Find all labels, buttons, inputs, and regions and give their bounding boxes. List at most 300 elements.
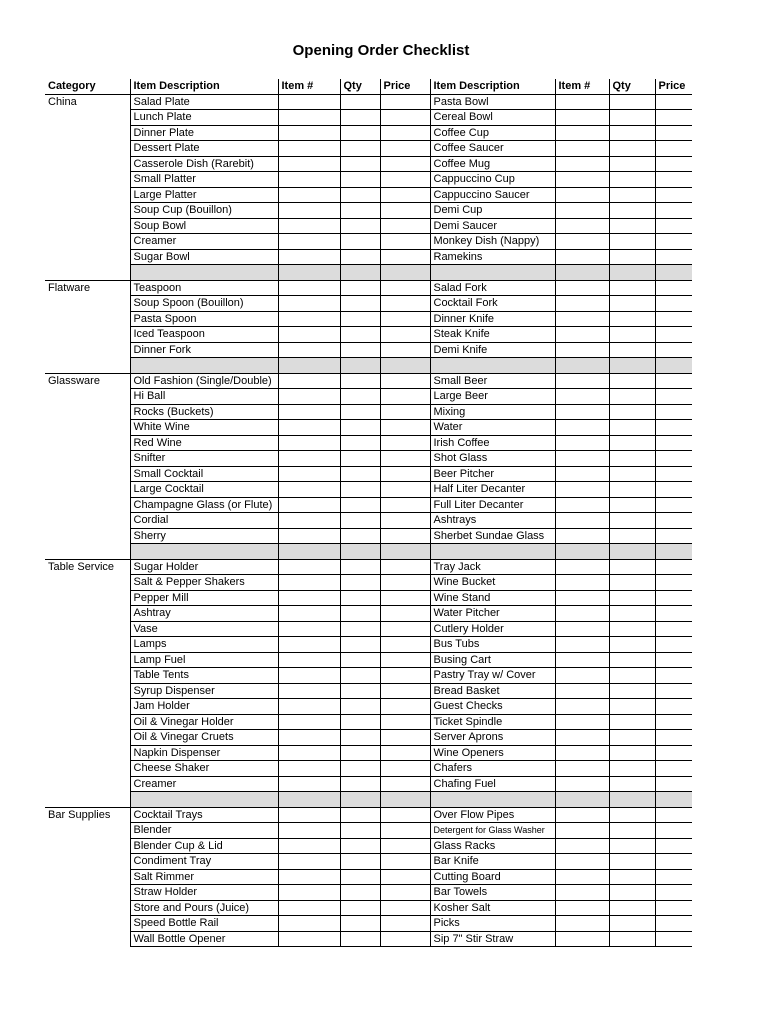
item-number-cell[interactable] xyxy=(278,683,340,699)
price-cell[interactable] xyxy=(655,606,692,622)
item-number-cell[interactable] xyxy=(278,916,340,932)
price-cell[interactable] xyxy=(655,482,692,498)
item-number-cell[interactable] xyxy=(555,125,609,141)
qty-cell[interactable] xyxy=(340,420,380,436)
price-cell[interactable] xyxy=(655,110,692,126)
price-cell[interactable] xyxy=(380,94,430,110)
qty-cell[interactable] xyxy=(340,714,380,730)
qty-cell[interactable] xyxy=(340,125,380,141)
qty-cell[interactable] xyxy=(609,900,655,916)
price-cell[interactable] xyxy=(655,497,692,513)
item-number-cell[interactable] xyxy=(555,637,609,653)
qty-cell[interactable] xyxy=(340,776,380,792)
item-number-cell[interactable] xyxy=(278,327,340,343)
price-cell[interactable] xyxy=(655,931,692,947)
price-cell[interactable] xyxy=(655,435,692,451)
price-cell[interactable] xyxy=(655,823,692,839)
price-cell[interactable] xyxy=(380,559,430,575)
price-cell[interactable] xyxy=(380,528,430,544)
qty-cell[interactable] xyxy=(340,466,380,482)
price-cell[interactable] xyxy=(655,885,692,901)
item-number-cell[interactable] xyxy=(278,172,340,188)
item-number-cell[interactable] xyxy=(555,730,609,746)
price-cell[interactable] xyxy=(380,575,430,591)
price-cell[interactable] xyxy=(380,652,430,668)
price-cell[interactable] xyxy=(655,420,692,436)
qty-cell[interactable] xyxy=(609,668,655,684)
item-number-cell[interactable] xyxy=(555,311,609,327)
price-cell[interactable] xyxy=(380,296,430,312)
qty-cell[interactable] xyxy=(609,311,655,327)
qty-cell[interactable] xyxy=(609,621,655,637)
price-cell[interactable] xyxy=(655,559,692,575)
item-number-cell[interactable] xyxy=(555,606,609,622)
item-number-cell[interactable] xyxy=(555,854,609,870)
qty-cell[interactable] xyxy=(340,916,380,932)
qty-cell[interactable] xyxy=(340,885,380,901)
price-cell[interactable] xyxy=(380,497,430,513)
price-cell[interactable] xyxy=(655,668,692,684)
price-cell[interactable] xyxy=(655,156,692,172)
price-cell[interactable] xyxy=(380,714,430,730)
price-cell[interactable] xyxy=(380,668,430,684)
qty-cell[interactable] xyxy=(609,296,655,312)
item-number-cell[interactable] xyxy=(555,94,609,110)
qty-cell[interactable] xyxy=(340,869,380,885)
qty-cell[interactable] xyxy=(340,621,380,637)
item-number-cell[interactable] xyxy=(555,916,609,932)
price-cell[interactable] xyxy=(655,218,692,234)
item-number-cell[interactable] xyxy=(555,513,609,529)
item-number-cell[interactable] xyxy=(555,203,609,219)
price-cell[interactable] xyxy=(380,823,430,839)
price-cell[interactable] xyxy=(380,606,430,622)
qty-cell[interactable] xyxy=(609,203,655,219)
price-cell[interactable] xyxy=(380,342,430,358)
qty-cell[interactable] xyxy=(340,931,380,947)
qty-cell[interactable] xyxy=(609,249,655,265)
price-cell[interactable] xyxy=(655,373,692,389)
price-cell[interactable] xyxy=(380,838,430,854)
price-cell[interactable] xyxy=(655,575,692,591)
price-cell[interactable] xyxy=(655,404,692,420)
price-cell[interactable] xyxy=(380,482,430,498)
qty-cell[interactable] xyxy=(609,931,655,947)
qty-cell[interactable] xyxy=(340,110,380,126)
item-number-cell[interactable] xyxy=(278,141,340,157)
item-number-cell[interactable] xyxy=(555,389,609,405)
qty-cell[interactable] xyxy=(340,528,380,544)
qty-cell[interactable] xyxy=(609,451,655,467)
qty-cell[interactable] xyxy=(340,730,380,746)
price-cell[interactable] xyxy=(380,699,430,715)
item-number-cell[interactable] xyxy=(555,420,609,436)
price-cell[interactable] xyxy=(655,327,692,343)
price-cell[interactable] xyxy=(655,683,692,699)
item-number-cell[interactable] xyxy=(555,172,609,188)
qty-cell[interactable] xyxy=(609,885,655,901)
item-number-cell[interactable] xyxy=(555,327,609,343)
qty-cell[interactable] xyxy=(609,172,655,188)
qty-cell[interactable] xyxy=(340,234,380,250)
item-number-cell[interactable] xyxy=(278,187,340,203)
price-cell[interactable] xyxy=(655,311,692,327)
item-number-cell[interactable] xyxy=(555,885,609,901)
price-cell[interactable] xyxy=(380,187,430,203)
qty-cell[interactable] xyxy=(609,404,655,420)
qty-cell[interactable] xyxy=(340,218,380,234)
item-number-cell[interactable] xyxy=(555,234,609,250)
price-cell[interactable] xyxy=(380,420,430,436)
price-cell[interactable] xyxy=(655,513,692,529)
price-cell[interactable] xyxy=(380,141,430,157)
price-cell[interactable] xyxy=(380,156,430,172)
price-cell[interactable] xyxy=(655,637,692,653)
item-number-cell[interactable] xyxy=(555,528,609,544)
qty-cell[interactable] xyxy=(340,280,380,296)
price-cell[interactable] xyxy=(655,187,692,203)
qty-cell[interactable] xyxy=(609,869,655,885)
price-cell[interactable] xyxy=(380,280,430,296)
item-number-cell[interactable] xyxy=(278,513,340,529)
item-number-cell[interactable] xyxy=(555,699,609,715)
qty-cell[interactable] xyxy=(340,745,380,761)
price-cell[interactable] xyxy=(380,404,430,420)
item-number-cell[interactable] xyxy=(555,497,609,513)
item-number-cell[interactable] xyxy=(555,404,609,420)
price-cell[interactable] xyxy=(380,900,430,916)
price-cell[interactable] xyxy=(655,916,692,932)
qty-cell[interactable] xyxy=(340,683,380,699)
qty-cell[interactable] xyxy=(609,187,655,203)
item-number-cell[interactable] xyxy=(555,714,609,730)
item-number-cell[interactable] xyxy=(278,389,340,405)
item-number-cell[interactable] xyxy=(555,110,609,126)
item-number-cell[interactable] xyxy=(278,590,340,606)
qty-cell[interactable] xyxy=(340,761,380,777)
qty-cell[interactable] xyxy=(609,420,655,436)
qty-cell[interactable] xyxy=(340,559,380,575)
qty-cell[interactable] xyxy=(609,528,655,544)
item-number-cell[interactable] xyxy=(555,373,609,389)
item-number-cell[interactable] xyxy=(555,296,609,312)
item-number-cell[interactable] xyxy=(278,745,340,761)
qty-cell[interactable] xyxy=(340,435,380,451)
qty-cell[interactable] xyxy=(340,900,380,916)
price-cell[interactable] xyxy=(655,714,692,730)
price-cell[interactable] xyxy=(380,730,430,746)
qty-cell[interactable] xyxy=(340,497,380,513)
item-number-cell[interactable] xyxy=(278,280,340,296)
item-number-cell[interactable] xyxy=(278,823,340,839)
item-number-cell[interactable] xyxy=(278,807,340,823)
qty-cell[interactable] xyxy=(609,916,655,932)
qty-cell[interactable] xyxy=(340,652,380,668)
qty-cell[interactable] xyxy=(340,156,380,172)
qty-cell[interactable] xyxy=(609,389,655,405)
price-cell[interactable] xyxy=(380,621,430,637)
item-number-cell[interactable] xyxy=(555,451,609,467)
price-cell[interactable] xyxy=(380,125,430,141)
price-cell[interactable] xyxy=(655,125,692,141)
item-number-cell[interactable] xyxy=(278,466,340,482)
item-number-cell[interactable] xyxy=(278,125,340,141)
qty-cell[interactable] xyxy=(340,482,380,498)
price-cell[interactable] xyxy=(655,776,692,792)
qty-cell[interactable] xyxy=(609,730,655,746)
qty-cell[interactable] xyxy=(340,513,380,529)
item-number-cell[interactable] xyxy=(278,296,340,312)
item-number-cell[interactable] xyxy=(555,838,609,854)
qty-cell[interactable] xyxy=(609,590,655,606)
item-number-cell[interactable] xyxy=(555,869,609,885)
price-cell[interactable] xyxy=(380,389,430,405)
qty-cell[interactable] xyxy=(340,637,380,653)
qty-cell[interactable] xyxy=(340,373,380,389)
item-number-cell[interactable] xyxy=(555,218,609,234)
item-number-cell[interactable] xyxy=(555,590,609,606)
qty-cell[interactable] xyxy=(340,668,380,684)
item-number-cell[interactable] xyxy=(278,761,340,777)
price-cell[interactable] xyxy=(380,931,430,947)
price-cell[interactable] xyxy=(380,234,430,250)
qty-cell[interactable] xyxy=(609,745,655,761)
item-number-cell[interactable] xyxy=(555,807,609,823)
price-cell[interactable] xyxy=(380,590,430,606)
item-number-cell[interactable] xyxy=(278,668,340,684)
qty-cell[interactable] xyxy=(609,575,655,591)
price-cell[interactable] xyxy=(380,637,430,653)
item-number-cell[interactable] xyxy=(278,575,340,591)
price-cell[interactable] xyxy=(380,110,430,126)
price-cell[interactable] xyxy=(655,869,692,885)
price-cell[interactable] xyxy=(380,513,430,529)
price-cell[interactable] xyxy=(655,280,692,296)
price-cell[interactable] xyxy=(655,172,692,188)
qty-cell[interactable] xyxy=(340,311,380,327)
price-cell[interactable] xyxy=(655,699,692,715)
item-number-cell[interactable] xyxy=(278,451,340,467)
item-number-cell[interactable] xyxy=(278,482,340,498)
item-number-cell[interactable] xyxy=(555,652,609,668)
price-cell[interactable] xyxy=(655,466,692,482)
price-cell[interactable] xyxy=(380,776,430,792)
price-cell[interactable] xyxy=(380,683,430,699)
item-number-cell[interactable] xyxy=(555,761,609,777)
price-cell[interactable] xyxy=(655,234,692,250)
qty-cell[interactable] xyxy=(609,156,655,172)
qty-cell[interactable] xyxy=(340,606,380,622)
item-number-cell[interactable] xyxy=(555,156,609,172)
item-number-cell[interactable] xyxy=(278,342,340,358)
price-cell[interactable] xyxy=(380,373,430,389)
price-cell[interactable] xyxy=(655,652,692,668)
item-number-cell[interactable] xyxy=(278,528,340,544)
item-number-cell[interactable] xyxy=(278,218,340,234)
item-number-cell[interactable] xyxy=(555,668,609,684)
qty-cell[interactable] xyxy=(609,714,655,730)
item-number-cell[interactable] xyxy=(278,900,340,916)
item-number-cell[interactable] xyxy=(555,621,609,637)
item-number-cell[interactable] xyxy=(278,497,340,513)
price-cell[interactable] xyxy=(380,854,430,870)
item-number-cell[interactable] xyxy=(555,745,609,761)
item-number-cell[interactable] xyxy=(278,637,340,653)
qty-cell[interactable] xyxy=(340,699,380,715)
price-cell[interactable] xyxy=(380,327,430,343)
qty-cell[interactable] xyxy=(340,590,380,606)
qty-cell[interactable] xyxy=(609,652,655,668)
item-number-cell[interactable] xyxy=(555,342,609,358)
price-cell[interactable] xyxy=(655,203,692,219)
item-number-cell[interactable] xyxy=(278,559,340,575)
qty-cell[interactable] xyxy=(609,606,655,622)
price-cell[interactable] xyxy=(380,451,430,467)
qty-cell[interactable] xyxy=(340,854,380,870)
item-number-cell[interactable] xyxy=(278,854,340,870)
item-number-cell[interactable] xyxy=(555,900,609,916)
qty-cell[interactable] xyxy=(609,234,655,250)
item-number-cell[interactable] xyxy=(278,621,340,637)
price-cell[interactable] xyxy=(655,761,692,777)
qty-cell[interactable] xyxy=(340,838,380,854)
item-number-cell[interactable] xyxy=(555,141,609,157)
price-cell[interactable] xyxy=(655,730,692,746)
item-number-cell[interactable] xyxy=(278,404,340,420)
qty-cell[interactable] xyxy=(609,513,655,529)
qty-cell[interactable] xyxy=(609,125,655,141)
qty-cell[interactable] xyxy=(609,110,655,126)
item-number-cell[interactable] xyxy=(555,776,609,792)
qty-cell[interactable] xyxy=(609,482,655,498)
qty-cell[interactable] xyxy=(609,218,655,234)
qty-cell[interactable] xyxy=(340,404,380,420)
price-cell[interactable] xyxy=(655,621,692,637)
price-cell[interactable] xyxy=(655,249,692,265)
qty-cell[interactable] xyxy=(340,249,380,265)
price-cell[interactable] xyxy=(380,807,430,823)
qty-cell[interactable] xyxy=(609,823,655,839)
qty-cell[interactable] xyxy=(340,575,380,591)
item-number-cell[interactable] xyxy=(555,559,609,575)
price-cell[interactable] xyxy=(655,590,692,606)
item-number-cell[interactable] xyxy=(278,931,340,947)
price-cell[interactable] xyxy=(655,807,692,823)
item-number-cell[interactable] xyxy=(278,373,340,389)
price-cell[interactable] xyxy=(655,900,692,916)
item-number-cell[interactable] xyxy=(278,699,340,715)
price-cell[interactable] xyxy=(380,761,430,777)
qty-cell[interactable] xyxy=(609,141,655,157)
item-number-cell[interactable] xyxy=(278,869,340,885)
item-number-cell[interactable] xyxy=(278,203,340,219)
item-number-cell[interactable] xyxy=(278,776,340,792)
price-cell[interactable] xyxy=(655,528,692,544)
price-cell[interactable] xyxy=(380,218,430,234)
price-cell[interactable] xyxy=(380,249,430,265)
price-cell[interactable] xyxy=(380,466,430,482)
price-cell[interactable] xyxy=(380,203,430,219)
price-cell[interactable] xyxy=(655,389,692,405)
item-number-cell[interactable] xyxy=(555,575,609,591)
item-number-cell[interactable] xyxy=(278,110,340,126)
qty-cell[interactable] xyxy=(340,296,380,312)
item-number-cell[interactable] xyxy=(278,420,340,436)
item-number-cell[interactable] xyxy=(278,652,340,668)
qty-cell[interactable] xyxy=(609,761,655,777)
qty-cell[interactable] xyxy=(609,280,655,296)
item-number-cell[interactable] xyxy=(555,187,609,203)
qty-cell[interactable] xyxy=(609,637,655,653)
qty-cell[interactable] xyxy=(340,327,380,343)
price-cell[interactable] xyxy=(380,885,430,901)
price-cell[interactable] xyxy=(655,854,692,870)
qty-cell[interactable] xyxy=(340,187,380,203)
price-cell[interactable] xyxy=(655,838,692,854)
item-number-cell[interactable] xyxy=(555,466,609,482)
item-number-cell[interactable] xyxy=(278,730,340,746)
price-cell[interactable] xyxy=(380,745,430,761)
qty-cell[interactable] xyxy=(609,838,655,854)
item-number-cell[interactable] xyxy=(278,435,340,451)
item-number-cell[interactable] xyxy=(555,823,609,839)
price-cell[interactable] xyxy=(655,141,692,157)
item-number-cell[interactable] xyxy=(555,931,609,947)
price-cell[interactable] xyxy=(380,869,430,885)
qty-cell[interactable] xyxy=(340,203,380,219)
item-number-cell[interactable] xyxy=(555,683,609,699)
qty-cell[interactable] xyxy=(609,559,655,575)
qty-cell[interactable] xyxy=(609,776,655,792)
qty-cell[interactable] xyxy=(340,94,380,110)
qty-cell[interactable] xyxy=(609,327,655,343)
price-cell[interactable] xyxy=(380,311,430,327)
qty-cell[interactable] xyxy=(609,373,655,389)
price-cell[interactable] xyxy=(655,745,692,761)
qty-cell[interactable] xyxy=(609,497,655,513)
item-number-cell[interactable] xyxy=(278,311,340,327)
qty-cell[interactable] xyxy=(340,172,380,188)
item-number-cell[interactable] xyxy=(278,714,340,730)
item-number-cell[interactable] xyxy=(278,234,340,250)
qty-cell[interactable] xyxy=(609,699,655,715)
qty-cell[interactable] xyxy=(609,683,655,699)
item-number-cell[interactable] xyxy=(278,606,340,622)
qty-cell[interactable] xyxy=(340,807,380,823)
price-cell[interactable] xyxy=(380,916,430,932)
item-number-cell[interactable] xyxy=(555,435,609,451)
qty-cell[interactable] xyxy=(609,94,655,110)
price-cell[interactable] xyxy=(380,172,430,188)
qty-cell[interactable] xyxy=(340,823,380,839)
item-number-cell[interactable] xyxy=(555,280,609,296)
qty-cell[interactable] xyxy=(340,141,380,157)
price-cell[interactable] xyxy=(655,94,692,110)
qty-cell[interactable] xyxy=(609,435,655,451)
item-number-cell[interactable] xyxy=(278,838,340,854)
price-cell[interactable] xyxy=(655,342,692,358)
qty-cell[interactable] xyxy=(340,342,380,358)
item-number-cell[interactable] xyxy=(555,482,609,498)
qty-cell[interactable] xyxy=(609,854,655,870)
item-number-cell[interactable] xyxy=(555,249,609,265)
price-cell[interactable] xyxy=(380,435,430,451)
item-number-cell[interactable] xyxy=(278,156,340,172)
item-number-cell[interactable] xyxy=(278,94,340,110)
qty-cell[interactable] xyxy=(609,342,655,358)
qty-cell[interactable] xyxy=(609,807,655,823)
item-number-cell[interactable] xyxy=(278,885,340,901)
